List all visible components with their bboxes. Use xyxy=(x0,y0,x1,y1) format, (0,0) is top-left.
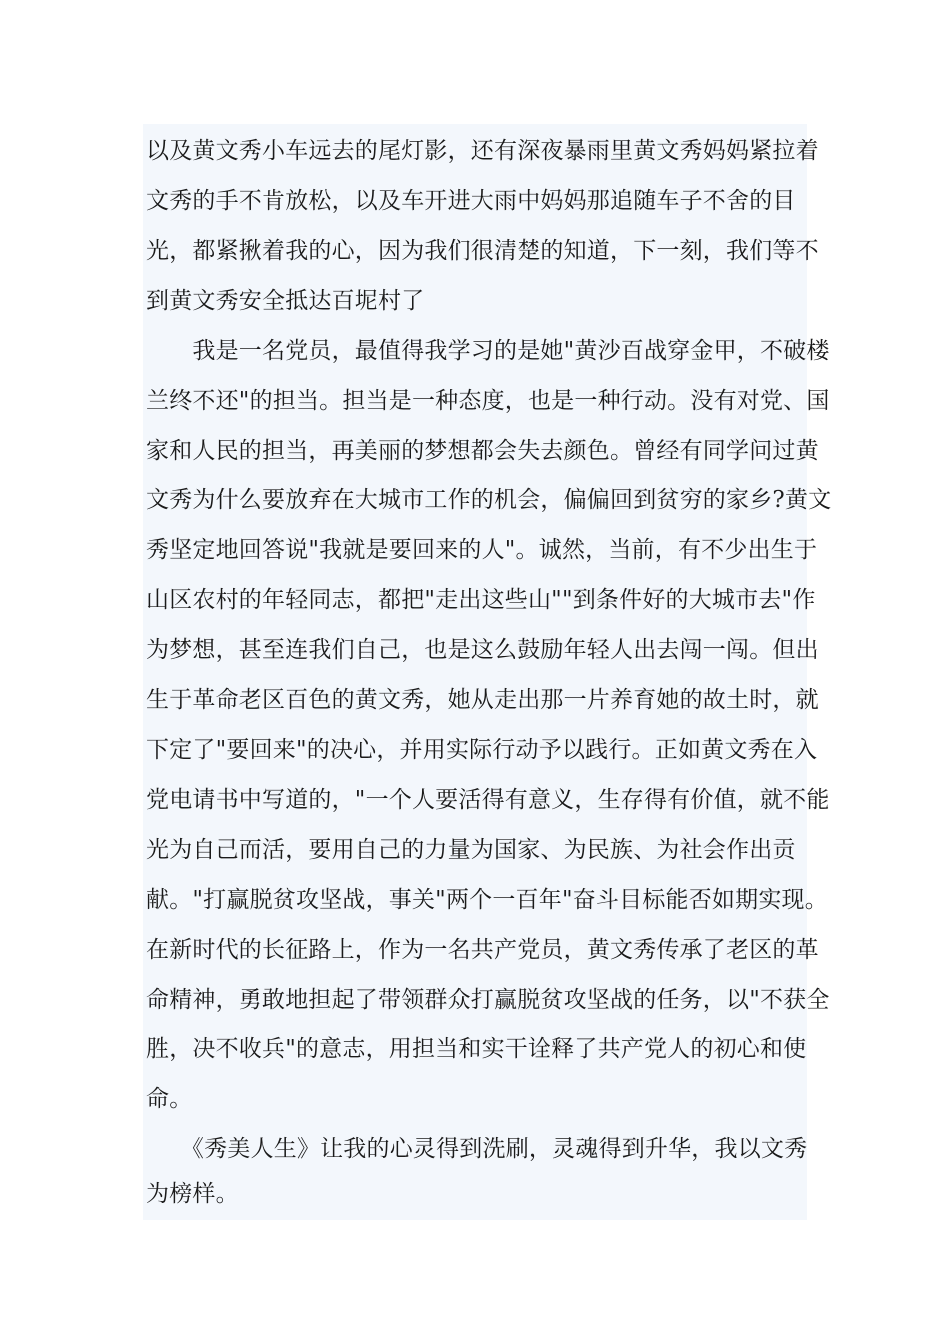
text-line: 以及黄文秀小车远去的尾灯影，还有深夜暴雨里黄文秀妈妈紧拉着 xyxy=(146,138,819,164)
text-line: 兰终不还"的担当。担当是一种态度，也是一种行动。没有对党、国 xyxy=(146,388,830,414)
text-line: 献。"打赢脱贫攻坚战，事关"两个一百年"奋斗目标能否如期实现。 xyxy=(146,887,828,913)
text-line: 在新时代的长征路上，作为一名共产党员，黄文秀传承了老区的革 xyxy=(146,937,819,963)
text-line: 我是一名党员，最值得我学习的是她"黄沙百战穿金甲，不破楼 xyxy=(146,338,830,364)
text-line: 到黄文秀安全抵达百坭村了 xyxy=(146,288,425,314)
text-line: 文秀的手不肯放松，以及车开进大雨中妈妈那追随车子不舍的目 xyxy=(146,188,796,214)
text-line: 为梦想，甚至连我们自己，也是这么鼓励年轻人出去闯一闯。但出 xyxy=(146,637,819,663)
text-line: 家和人民的担当，再美丽的梦想都会失去颜色。曾经有同学问过黄 xyxy=(146,438,819,464)
text-line: 命精神，勇敢地担起了带领群众打赢脱贫攻坚战的任务，以"不获全 xyxy=(146,987,830,1013)
text-line: 命。 xyxy=(146,1086,193,1112)
text-line: 光，都紧揪着我的心，因为我们很清楚的知道，下一刻，我们等不 xyxy=(146,238,819,264)
essay-text-block xyxy=(143,124,832,1220)
text-line: 文秀为什么要放弃在大城市工作的机会，偏偏回到贫穷的家乡?黄文 xyxy=(146,487,832,513)
text-line: 生于革命老区百色的黄文秀，她从走出那一片养育她的故土时，就 xyxy=(146,687,819,713)
text-line: 胜，决不收兵"的意志，用担当和实干诠释了共产党人的初心和使 xyxy=(146,1036,807,1062)
text-line: 光为自己而活，要用自己的力量为国家、为民族、为社会作出贡 xyxy=(146,837,796,863)
text-line: 党电请书中写道的，"一个人要活得有意义，生存得有价值，就不能 xyxy=(146,787,830,813)
text-line: 秀坚定地回答说"我就是要回来的人"。诚然，当前，有不少出生于 xyxy=(146,537,818,563)
text-line: 下定了"要回来"的决心，并用实际行动予以践行。正如黄文秀在入 xyxy=(146,737,818,763)
text-line: 山区农村的年轻同志，都把"走出这些山""到条件好的大城市去"作 xyxy=(146,587,816,613)
text-line: 《秀美人生》让我的心灵得到洗刷，灵魂得到升华，我以文秀 xyxy=(146,1136,808,1162)
text-line: 为榜样。 xyxy=(146,1181,239,1207)
